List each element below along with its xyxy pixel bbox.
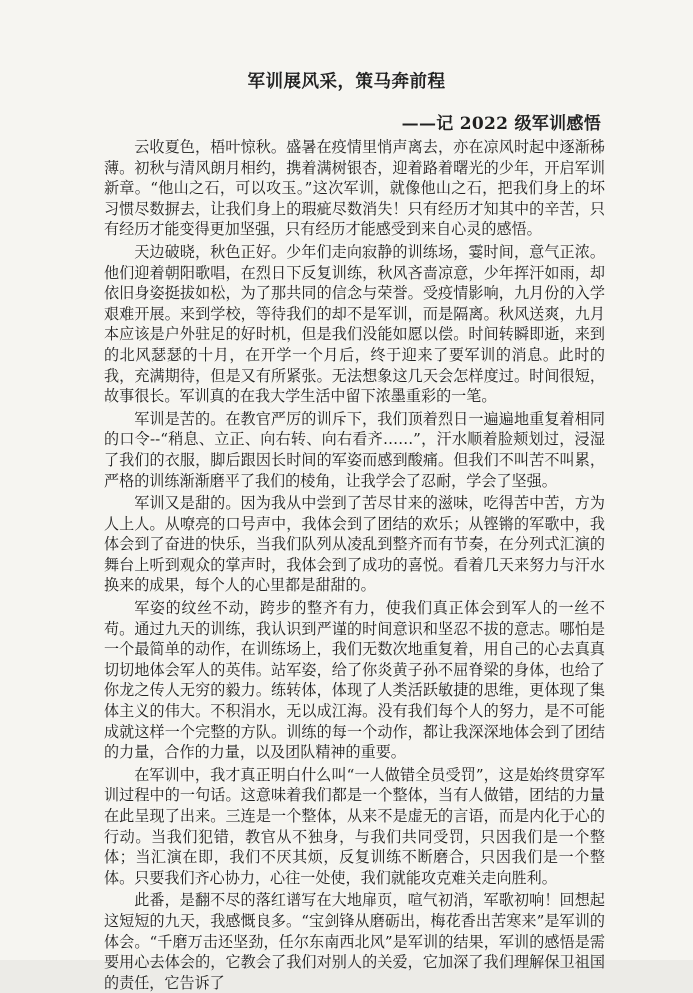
paragraph-6: 在军训中，我才真正明白什么叫“一人做错全员受罚”，这是始终贯穿军训过程中的一句话。这意味着我们都是一个整体，当有人做错，团结的力量在此呈现了出来。三连是一个整体，从来不是虚无的言语，而是内化于心的行动。当我们犯错，教官从不独身，与我们共同受罚，只因我们是一个整体；当汇演在即，我们不厌其烦，反复训练不断磨合，只因我们是一个整体。只要我们齐心协力，心往一处使，我们就能攻克难关走向胜利。 — [104, 765, 605, 887]
paragraph-7: 此番，是翻不尽的落红谱写在大地扉页，喧气初消，军歌初响！回想起这短短的九天，我感慨良多。“宝剑锋从磨砺出，梅花香出苦寒来”是军训的体会。“千磨万击还坚劲，任尔东南西北风”是军训的结果，军训的感悟是需要用心去体会的，它教会了我们对别人的关爱，它加深了我们理解保卫祖国的责任，它告诉了 — [104, 891, 605, 992]
paragraph-4: 军训又是甜的。因为我从中尝到了苦尽甘来的滋味，吃得苦中苦，方为人上人。从嘹亮的口号声中，我体会到了团结的欢乐；从铿锵的军歌中，我体会到了奋进的快乐，当我们队列从凌乱到整齐而有节奏，在分列式汇演的舞台上听到观众的掌声时，我体会到了成功的喜悦。看着几天来努力与汗水换来的成果，每个人的心里都是甜甜的。 — [104, 494, 605, 595]
paragraph-5: 军姿的纹丝不动，跨步的整齐有力，使我们真正体会到军人的一丝不苟。通过九天的训练，我认识到严谨的时间意识和坚忍不拔的意志。哪怕是一个最简单的动作，在训练场上，我们无数次地重复着，用自己的心去真真切切地体会军人的英伟。站军姿，给了你炎黄子孙不屈脊梁的身体，也给了你龙之传人无穷的毅力。练转体，体现了人类活跃敏捷的思维，更体现了集体主义的伟大。不积涓水，无以成江海。没有我们每个人的努力，是不可能成就这样一个完整的方队。训练的每一个动作，都让我深深地体会到了团结的力量，合作的力量，以及团队精神的重要。 — [104, 599, 605, 762]
paragraph-3: 军训是苦的。在教官严厉的训斥下，我们顶着烈日一遍遍地重复着相同的口令--“稍息、立正、向右转、向右看齐……”，汗水顺着脸颊划过，浸湿了我们的衣服，脚后跟因长时间的军姿而感到酸痛。但我们不叫苦不叫累，严格的训练渐渐磨平了我们的棱角，让我学会了忍耐，学会了坚强。 — [104, 409, 605, 490]
paragraph-1: 云收夏色，梧叶惊秋。盛暑在疫情里悄声离去，亦在凉风时起中逐渐秭薄。初秋与清风朗月相约，携着满树银杏，迎着路着曙光的少年，开启军训新章。“他山之石，可以攻玉。”这次军训，就像他山之石，把我们身上的坏习惯尽数摒去，让我们身上的瑕疵尽数消失！只有经历才知其中的辛苦，只有经历才能变得更加坚强，只有经历才能感受到来自心灵的感悟。 — [104, 138, 605, 239]
paragraph-2: 天边破晓，秋色正好。少年们走向寂静的训练场，霎时间，意气正浓。他们迎着朝阳歌唱，在烈日下反复训练，秋风吝啬凉意，少年挥汗如雨，却依旧身姿挺拔如松，为了那共同的信念与荣誉。受疫情影响，九月份的入学艰难开展。来到学校，等待我们的却不是军训，而是隔离。秋风送爽，九月本应该是户外驻足的好时机，但是我们没能如愿以偿。时间转瞬即逝，来到的北风瑟瑟的十月，在开学一个月后，终于迎来了要军训的消息。此时的我，充满期待，但是又有所紧张。无法想象这几天会怎样度过。时间很短，故事很长。军训真的在我大学生活中留下浓墨重彩的一笔。 — [104, 242, 605, 406]
document-body — [104, 137, 605, 993]
document-title: 军训展风采，策马奔前程 — [247, 72, 446, 92]
document-subtitle: ——记 2022 级军训感悟 — [401, 114, 601, 134]
